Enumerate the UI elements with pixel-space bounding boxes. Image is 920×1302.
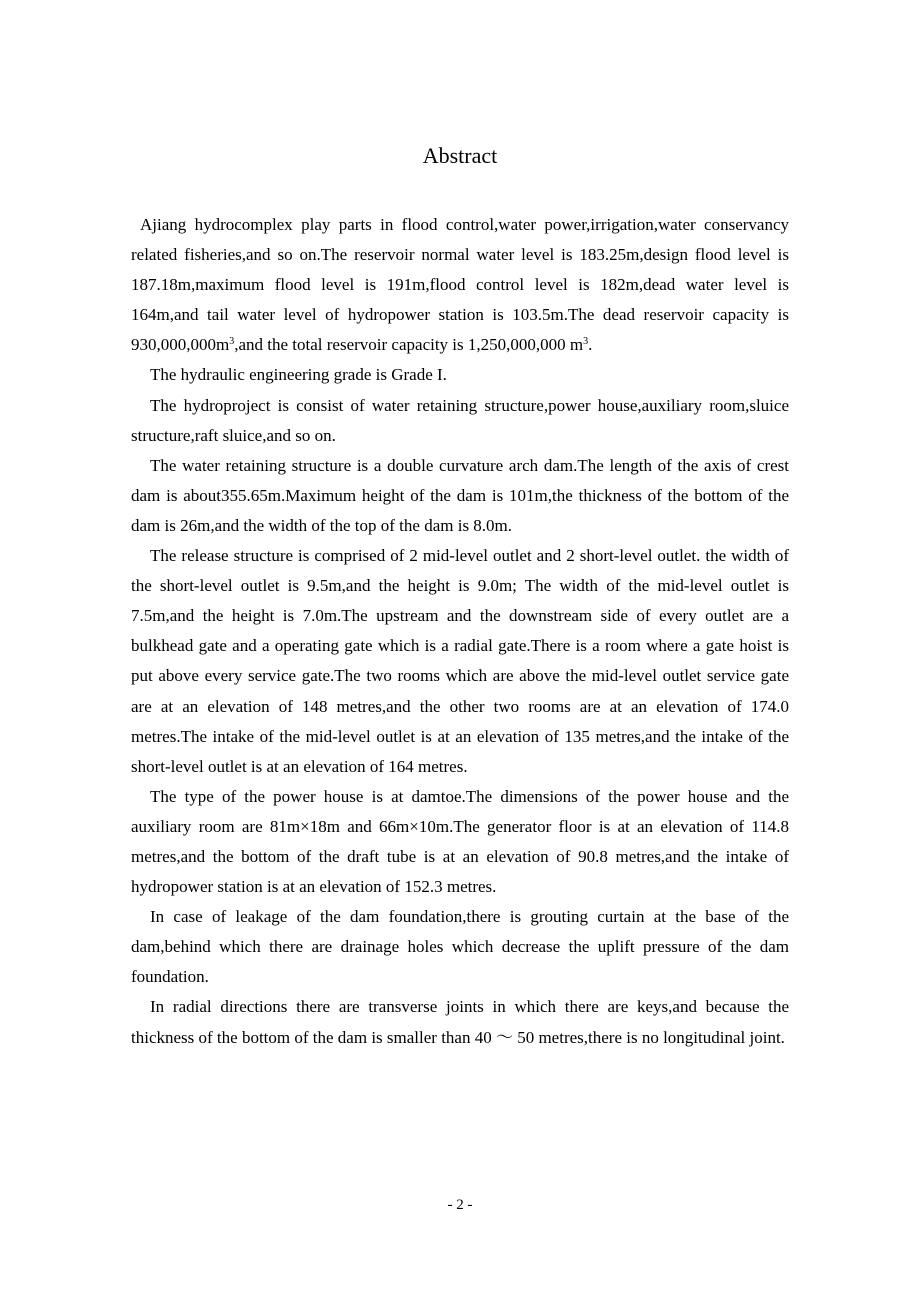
paragraph-release-structure: The release structure is comprised of 2 mid-level outlet and 2 short-level outlet. the width of the short-level outlet is 9.5m,and the height is 9.0m; The width of the mid-level outlet is 7.5m,and the height is 7.0m.The upstream and the downstream side of every outlet are a bulkhead gate and a operating gate which is a radial gate.There is a room where a gate hoist is put above every service gate.The two rooms which are above the mid-level outlet service gate are at an elevation of 148 metres,and the other two rooms are at an elevation of 174.0 metres.The intake of the mid-level outlet is at an elevation of 135 metres,and the intake of the short-level outlet is at an elevation of 164 metres. bbox=[131, 546, 789, 776]
superscript-cubed: 3 bbox=[583, 336, 589, 348]
paragraph-grade: The hydraulic engineering grade is Grade I. bbox=[150, 365, 447, 385]
paragraph-overview-text-a: Ajiang hydrocomplex play parts in flood control,water power,irrigation,water conservancy related fisheries,and so on.The reservoir normal water level is 183.25m,design flood level is 187.18m,maximum flood level is 191m,flood control level is 182m,dead water level is 164m,and tail water level of hydropower station is 103.5m.The dead reservoir capacity is 930,000,000m bbox=[131, 215, 789, 355]
abstract-body bbox=[131, 210, 789, 1053]
page-title: Abstract bbox=[422, 143, 498, 168]
paragraph-components: The hydroproject is consist of water retaining structure,power house,auxiliary room,sluice structure,raft sluice,and so on. bbox=[131, 395, 789, 445]
paragraph-retaining-structure: The water retaining structure is a double curvature arch dam.The length of the axis of crest dam is about355.65m.Maximum height of the dam is 101m,the thickness of the bottom of the dam is 26m,and the width of the top of the dam is 8.0m. bbox=[131, 455, 789, 535]
paragraph-overview-text-c: . bbox=[588, 335, 593, 355]
paragraph-joints: In radial directions there are transverse joints in which there are keys,and because the thickness of the bottom of the dam is smaller than 40 ～ 50 metres,there is no longitudinal joint. bbox=[131, 997, 789, 1047]
paragraph-power-house: The type of the power house is at damtoe.The dimensions of the power house and the auxiliary room are 81m×18m and 66m×10m.The generator floor is at an elevation of 114.8 metres,and the bottom of the draft tube is at an elevation of 90.8 metres,and the intake of hydropower station is at an elevation of 152.3 metres. bbox=[131, 786, 789, 897]
paragraph-overview bbox=[131, 210, 789, 360]
superscript-cubed: 3 bbox=[229, 336, 235, 348]
paragraph-foundation: In case of leakage of the dam foundation,there is grouting curtain at the base of the dam,behind which there are drainage holes which decrease the uplift pressure of the dam foundation. bbox=[131, 907, 789, 987]
paragraph-overview-text-b: ,and the total reservoir capacity is 1,250,000,000 m bbox=[234, 335, 584, 355]
page-number: - 2 - bbox=[447, 1197, 473, 1213]
